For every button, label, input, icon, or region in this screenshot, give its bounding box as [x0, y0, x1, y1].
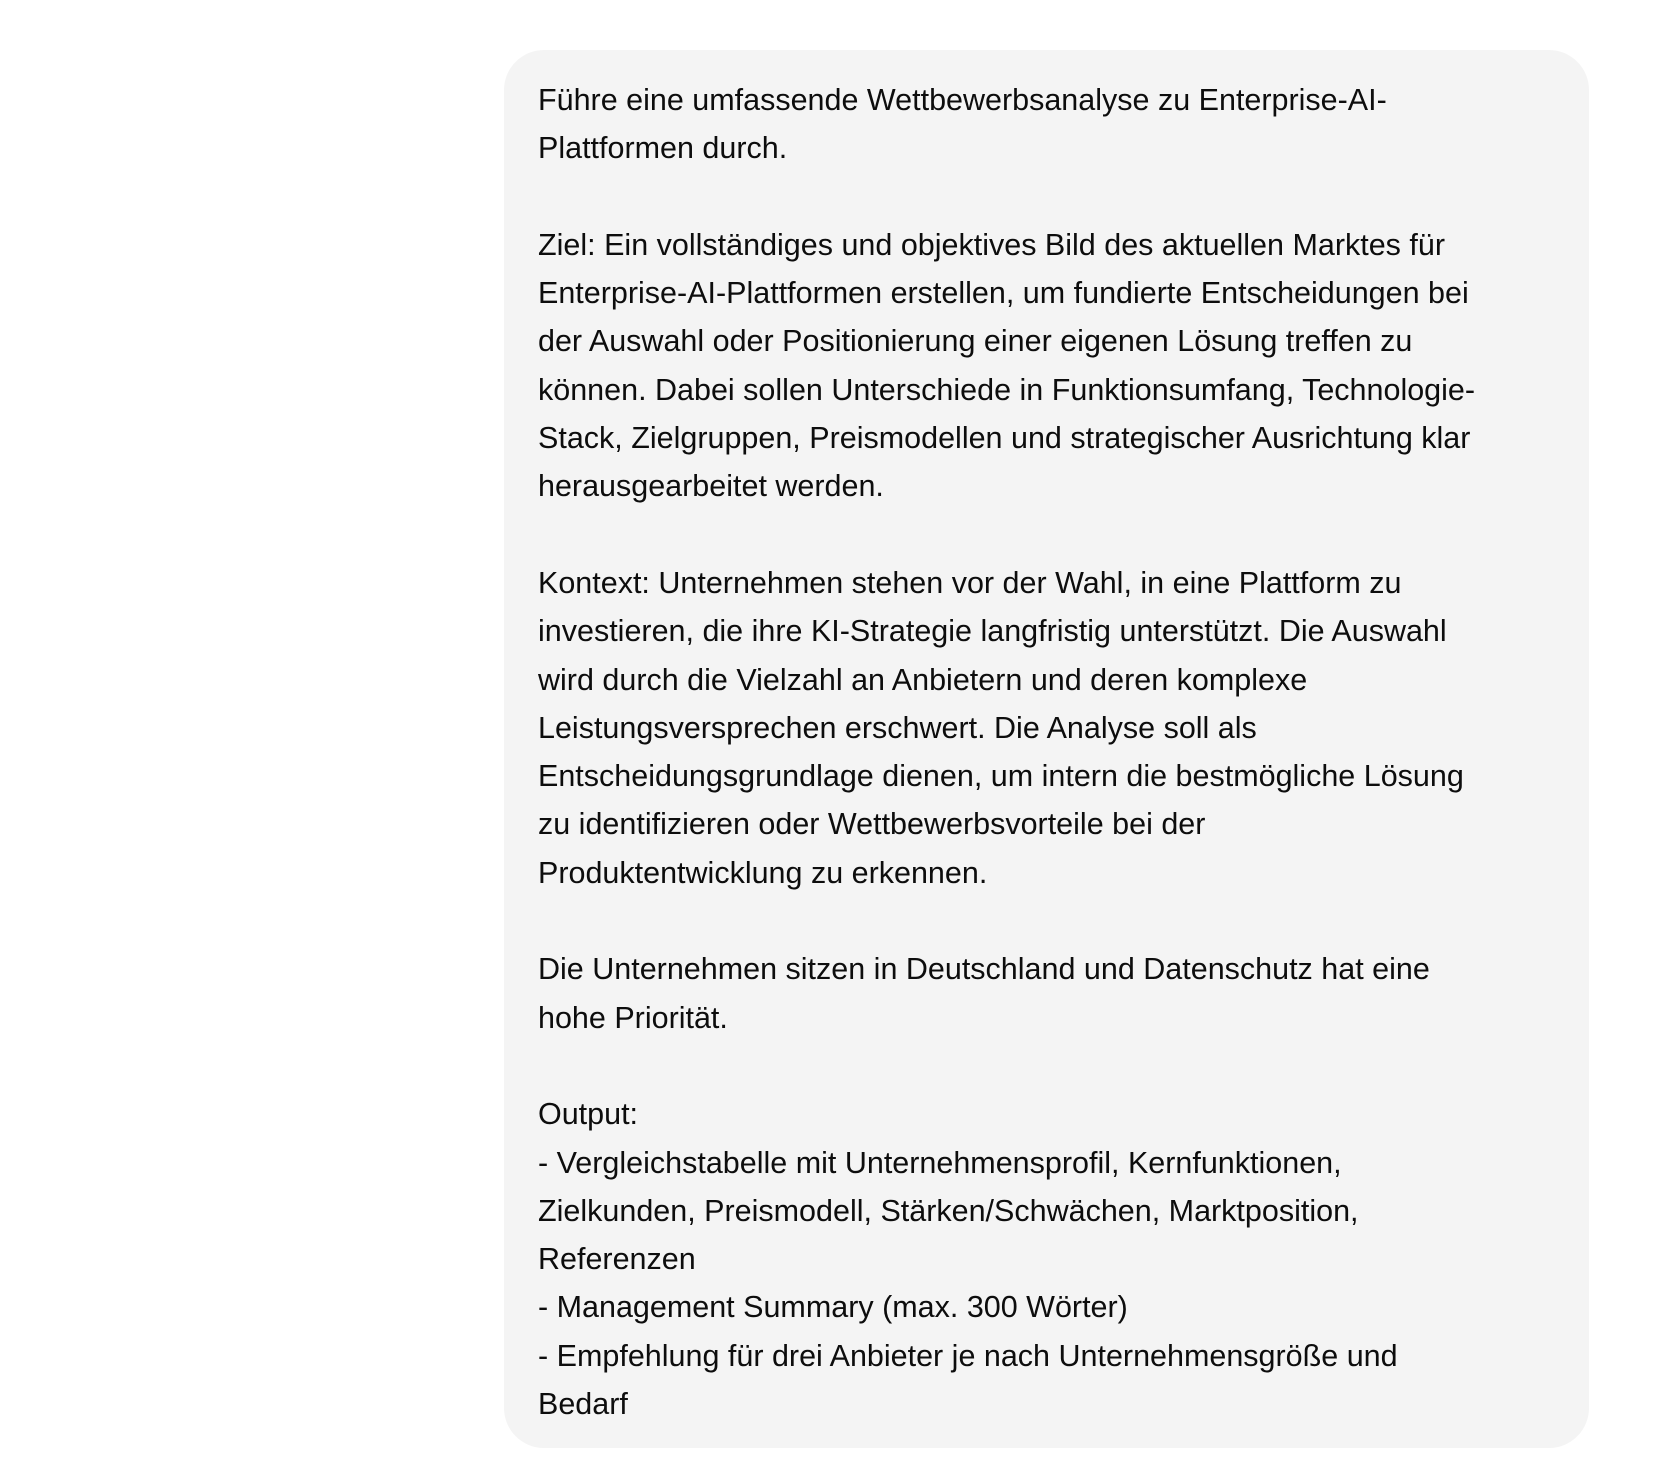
- message-line: Kontext: Unternehmen stehen vor der Wahl, in eine Plattform zu: [538, 565, 1402, 600]
- message-line: Ziel: Ein vollständiges und objektives Bild des aktuellen Marktes für: [538, 227, 1445, 262]
- message-line: Referenzen: [538, 1242, 696, 1277]
- message-line: Entscheidungsgrundlage dienen, um intern die bestmögliche Lösung: [538, 759, 1464, 794]
- message-paragraph-output: [538, 1090, 1559, 1428]
- message-line: - Empfehlung für drei Anbieter je nach Unternehmensgröße und: [538, 1338, 1398, 1373]
- message-line: - Management Summary (max. 300 Wörter): [538, 1290, 1128, 1325]
- message-paragraph-context: [538, 559, 1559, 897]
- message-line: Plattformen durch.: [538, 131, 788, 166]
- message-line: können. Dabei sollen Unterschiede in Funktionsumfang, Technologie-: [538, 372, 1476, 407]
- message-line: Bedarf: [538, 1387, 628, 1422]
- message-line: der Auswahl oder Positionierung einer eigenen Lösung treffen zu: [538, 324, 1413, 359]
- message-line: investieren, die ihre KI-Strategie langfristig unterstützt. Die Auswahl: [538, 614, 1447, 649]
- message-line: Die Unternehmen sitzen in Deutschland und Datenschutz hat eine: [538, 952, 1430, 987]
- message-line: wird durch die Vielzahl an Anbietern und deren komplexe: [538, 662, 1308, 697]
- message-line: Zielkunden, Preismodell, Stärken/Schwächen, Marktposition,: [538, 1193, 1359, 1228]
- message-line: zu identifizieren oder Wettbewerbsvorteile bei der: [538, 807, 1206, 842]
- message-line: hohe Priorität.: [538, 1000, 728, 1035]
- user-message-bubble: [504, 50, 1589, 1448]
- message-line: herausgearbeitet werden.: [538, 469, 884, 504]
- message-line: - Vergleichstabelle mit Unternehmensprofil, Kernfunktionen,: [538, 1145, 1342, 1180]
- message-line: Leistungsversprechen erschwert. Die Analyse soll als: [538, 710, 1257, 745]
- message-line: Enterprise-AI-Plattformen erstellen, um fundierte Entscheidungen bei: [538, 276, 1469, 311]
- message-paragraph-goal: [538, 221, 1559, 511]
- message-line: Führe eine umfassende Wettbewerbsanalyse zu Enterprise-AI-: [538, 83, 1387, 117]
- message-paragraph-intro: [538, 76, 1559, 173]
- message-line: Produktentwicklung zu erkennen.: [538, 855, 988, 890]
- message-paragraph-location: [538, 945, 1559, 1042]
- message-line: Output:: [538, 1097, 639, 1132]
- message-line: Stack, Zielgruppen, Preismodellen und strategischer Ausrichtung klar: [538, 421, 1471, 456]
